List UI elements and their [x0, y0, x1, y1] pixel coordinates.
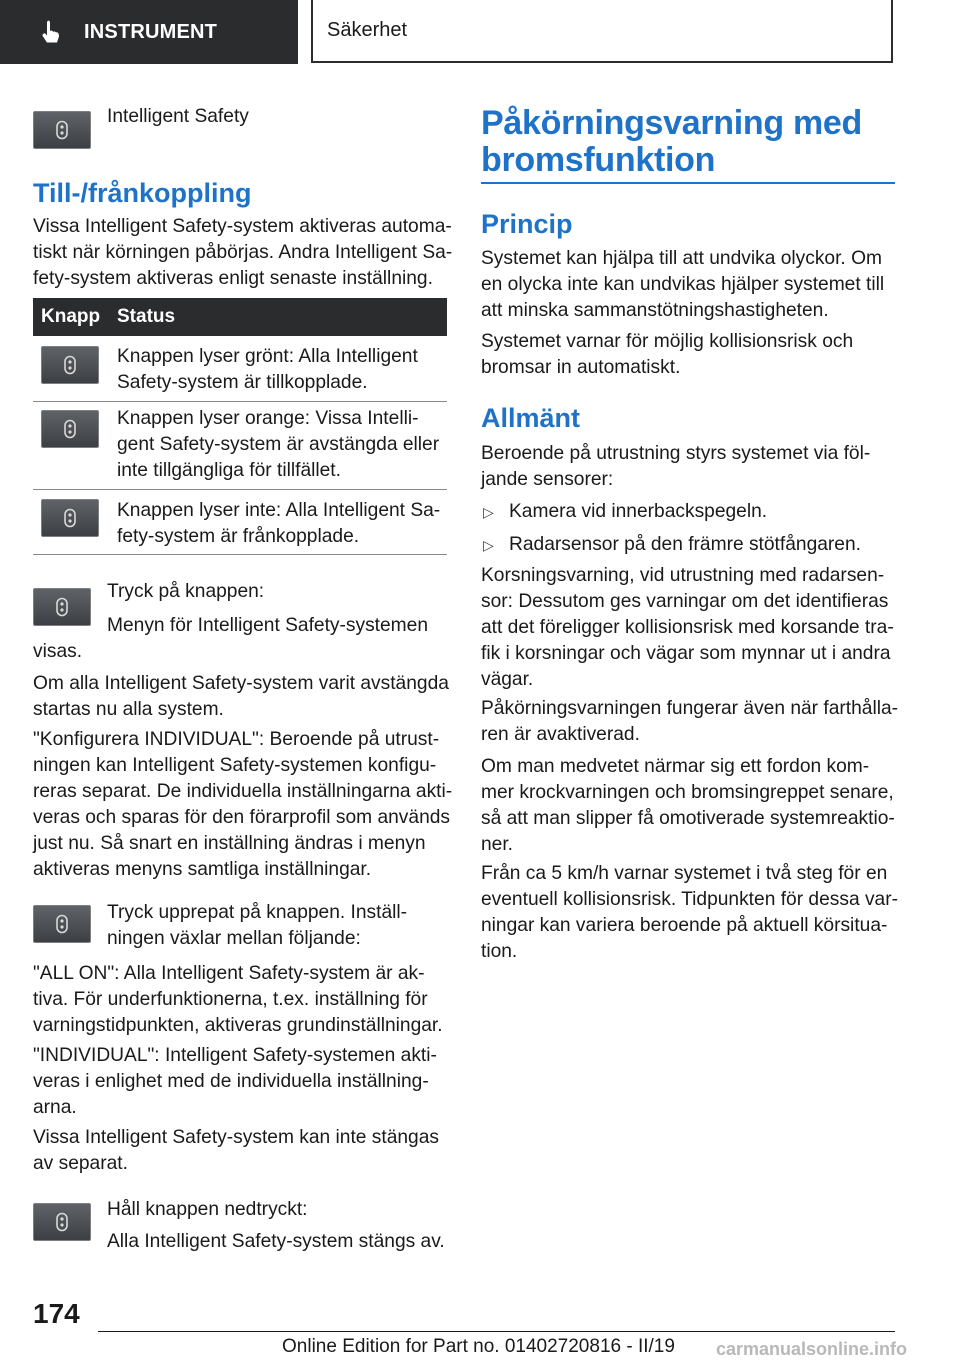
para-individual-1: "INDIVIDUAL": Intelligent Safety-systemen akti‐ [33, 1045, 437, 1066]
section-tab-label: INSTRUMENT [84, 20, 218, 43]
table-row-2-line-2: gent Safety-system är avstängda eller [117, 434, 440, 455]
triangle-bullet-icon: ▷ [483, 504, 494, 520]
section-tab[interactable] [0, 0, 298, 64]
intelligent-safety-button-icon [33, 111, 91, 149]
para-till-1: Vissa Intelligent Safety-system aktiveras automa‐ [33, 216, 452, 237]
para-all-off-1: Om alla Intelligent Safety-system varit avstängda [33, 673, 449, 694]
menu-text-1: Menyn för Intelligent Safety-systemen [107, 615, 429, 636]
korsning-4: fik i korsningar och vägar som mynnar ut i andra [481, 643, 891, 664]
korsning-1: Korsningsvarning, vid utrustning med radarsen‐ [481, 565, 885, 586]
medvetet-1: Om man medvetet närmar sig ett fordon kom‐ [481, 756, 870, 777]
para-till-3: fety-system aktiveras enligt senaste inställning. [33, 268, 433, 289]
button-green-icon [41, 346, 99, 384]
princip-1: Systemet kan hjälpa till att undvika olyckor. Om [481, 248, 882, 269]
para-till-2: tiskt när körningen påbörjas. Andra Intelligent Sa‐ [33, 242, 453, 263]
hand-pointer-icon [40, 19, 62, 45]
para-all-on-1: "ALL ON": Alla Intelligent Safety-system är ak‐ [33, 963, 425, 984]
table-row-3-line-2: fety-system är frånkopplade. [117, 526, 360, 547]
korsning-5: vägar. [481, 669, 534, 690]
para-individual-2: veras i enlighet med de individuella inställning‐ [33, 1071, 429, 1092]
press-button-text: Tryck på knappen: [107, 581, 265, 602]
para-individual-3: arna. [33, 1097, 77, 1118]
heading-allmant: Allmänt [481, 403, 581, 433]
chapter-header [311, 0, 893, 63]
title-line-2: bromsfunktion [481, 141, 716, 179]
medvetet-2: mer krockvarningen och bromsingreppet senare, [481, 782, 894, 803]
press-repeat-1: Tryck upprepat på knappen. Inställ‐ [107, 902, 408, 923]
princip-2: en olycka inte kan undvikas hjälper systemet till [481, 274, 885, 295]
hastighet-3: ningar kan variera beroende på aktuell körsitua‐ [481, 915, 888, 936]
bullet-item-2: Radarsensor på den främre stötfångaren. [509, 534, 861, 555]
col-status: Status [117, 306, 176, 327]
farthallare-1: Påkörningsvarningen fungerar även när farthålla‐ [481, 698, 899, 719]
hastighet-1: Från ca 5 km/h varnar systemet i två steg för en [481, 863, 888, 884]
edition-text: Online Edition for Part no. 01402720816 - II/19 [282, 1336, 675, 1357]
page-number: 174 [33, 1298, 80, 1329]
medvetet-4: ner. [481, 834, 514, 855]
table-row-2-line-3: inte tillgängliga för tillfället. [117, 460, 341, 481]
para-config-2: ningen kan Intelligent Safety-systemen konfigu‐ [33, 755, 437, 776]
table-row-2-line-1: Knappen lyser orange: Vissa Intelli‐ [117, 408, 419, 429]
bullet-item-1: Kamera vid innerbackspegeln. [509, 501, 768, 522]
col-knapp: Knapp [41, 306, 101, 327]
title-underline [481, 182, 895, 184]
intelligent-safety-button-icon [33, 905, 91, 943]
princip-5: bromsar in automatiskt. [481, 357, 681, 378]
para-config-1: "Konfigurera INDIVIDUAL": Beroende på utrust‐ [33, 729, 440, 750]
para-all-on-2: tiva. För underfunktionerna, t.ex. inställning för [33, 989, 428, 1010]
table-row-1-line-1: Knappen lyser grönt: Alla Intelligent [117, 346, 418, 367]
table-row-1-line-2: Safety-system är tillkopplade. [117, 372, 368, 393]
intro-label: Intelligent Safety [107, 106, 249, 127]
press-repeat-2: ningen växlar mellan följande: [107, 928, 361, 949]
para-config-4: veras och sparas för den förarprofil som används [33, 807, 451, 828]
table-divider [33, 401, 447, 402]
table-divider [33, 489, 447, 490]
heading-till-frankoppling: Till-/frånkoppling [33, 178, 252, 208]
menu-text-2: visas. [33, 641, 83, 662]
intelligent-safety-button-icon [33, 1203, 91, 1241]
intelligent-safety-button-icon [33, 588, 91, 626]
table-bottom-line [33, 554, 447, 555]
korsning-3: att det föreligger kollisionsrisk med korsande tra‐ [481, 617, 894, 638]
para-config-3: reras separat. De individuella inställningarna akti‐ [33, 781, 453, 802]
princip-3: att minska sammanstötningshastigheten. [481, 300, 829, 321]
korsning-2: sor: Dessutom ges varningar om det identifieras [481, 591, 889, 612]
watermark-text: carmanualsonline.info [716, 1339, 908, 1359]
button-orange-icon [41, 410, 99, 448]
allmant-2: jande sensorer: [481, 469, 614, 490]
status-table-header [33, 298, 447, 336]
medvetet-3: så att man slipper få omotiverade systemreaktio‐ [481, 808, 895, 829]
princip-4: Systemet varnar för möjlig kollisionsrisk och [481, 331, 854, 352]
triangle-bullet-icon: ▷ [483, 537, 494, 553]
para-all-on-3: varningstidpunkten, aktiveras grundinställningar. [33, 1015, 443, 1036]
title-line-1: Påkörningsvarning med [481, 104, 863, 142]
hastighet-2: eventuell kollisionsrisk. Tidpunkten för dessa var‐ [481, 889, 898, 910]
para-config-6: aktiveras menyns samtliga inställningar. [33, 859, 372, 880]
table-row-3-line-1: Knappen lyser inte: Alla Intelligent Sa‐ [117, 500, 441, 521]
hastighet-4: tion. [481, 941, 518, 962]
farthallare-2: ren är avaktiverad. [481, 724, 640, 745]
para-all-off-2: startas nu alla system. [33, 699, 224, 720]
para-config-5: just nu. Så snart en inställning ändras i menyn [33, 833, 426, 854]
footer-rule [98, 1331, 895, 1332]
hold-button-2: Alla Intelligent Safety-system stängs av. [107, 1231, 445, 1252]
para-cannot-off-1: Vissa Intelligent Safety-system kan inte stängas [33, 1127, 439, 1148]
para-cannot-off-2: av separat. [33, 1153, 128, 1174]
chapter-title: Säkerhet [327, 19, 408, 41]
allmant-1: Beroende på utrustning styrs systemet via föl‐ [481, 443, 871, 464]
heading-princip: Princip [481, 209, 573, 239]
button-off-icon [41, 499, 99, 537]
hold-button-1: Håll knappen nedtryckt: [107, 1199, 308, 1220]
